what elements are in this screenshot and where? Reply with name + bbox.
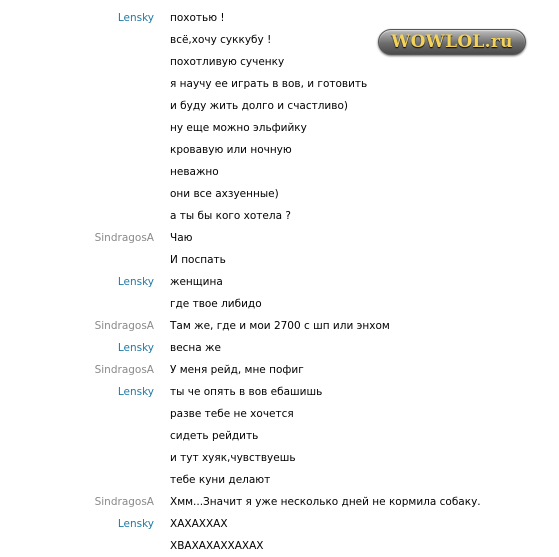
message-text: они все ахзуенные) bbox=[170, 188, 279, 200]
chat-message-row bbox=[0, 491, 480, 513]
message-text: неважно bbox=[170, 166, 219, 178]
message-text: У меня рейд, мне пофиг bbox=[170, 364, 304, 376]
message-sender: SindragosA bbox=[94, 320, 154, 332]
message-text: похотливую сученку bbox=[170, 56, 285, 68]
message-text: весна же bbox=[170, 342, 221, 354]
chat-message-row bbox=[0, 337, 480, 359]
message-text: и тут хуяк,чувствуешь bbox=[170, 452, 296, 464]
chat-message-row bbox=[0, 7, 480, 29]
message-text: женщина bbox=[170, 276, 223, 288]
message-text: И поспать bbox=[170, 254, 226, 266]
message-sender: Lensky bbox=[117, 12, 154, 24]
message-text: Хмм...Значит я уже несколько дней не кормила собаку. bbox=[170, 496, 481, 508]
message-sender: Lensky bbox=[117, 276, 154, 288]
chat-message-row bbox=[0, 95, 480, 117]
message-text: тебе куни делают bbox=[170, 474, 271, 486]
message-sender: SindragosA bbox=[94, 496, 154, 508]
message-sender: SindragosA bbox=[94, 364, 154, 376]
message-sender: Lensky bbox=[117, 518, 154, 530]
chat-message-row bbox=[0, 381, 480, 403]
message-text: ХВАХАХАХХАХАХ bbox=[170, 540, 264, 552]
message-text: всё,хочу суккубу ! bbox=[170, 34, 272, 46]
message-text: и буду жить долго и счастливо) bbox=[170, 100, 348, 112]
chat-message-row bbox=[0, 183, 480, 205]
message-text: ты че опять в вов ебашишь bbox=[170, 386, 323, 398]
chat-message-row bbox=[0, 469, 480, 491]
chat-message-row bbox=[0, 73, 480, 95]
message-text: ХАХАХХАХ bbox=[170, 518, 228, 530]
message-text: я научу ее играть в вов, и готовить bbox=[170, 78, 368, 90]
chat-message-row bbox=[0, 359, 480, 381]
message-text: ну еще можно эльфийку bbox=[170, 122, 307, 134]
message-text: похотью ! bbox=[170, 12, 225, 24]
chat-message-row bbox=[0, 205, 480, 227]
clipped-message-fragment bbox=[170, 0, 180, 6]
message-text: Чаю bbox=[170, 232, 193, 244]
message-text: а ты бы кого хотела ? bbox=[170, 210, 291, 222]
chat-message-row bbox=[0, 425, 480, 447]
message-text: Там же, где и мои 2700 с шп или энхом bbox=[170, 320, 390, 332]
chat-message-row bbox=[0, 227, 480, 249]
wowlol-watermark-logo: WOWLOL.ru bbox=[378, 29, 526, 55]
chat-message-row bbox=[0, 161, 480, 183]
message-text: сидеть рейдить bbox=[170, 430, 259, 442]
message-text: кровавую или ночную bbox=[170, 144, 292, 156]
chat-message-row bbox=[0, 315, 480, 337]
message-sender: Lensky bbox=[117, 342, 154, 354]
chat-message-row bbox=[0, 139, 480, 161]
message-text: разве тебе не хочется bbox=[170, 408, 294, 420]
chat-message-row bbox=[0, 403, 480, 425]
chat-message-row bbox=[0, 117, 480, 139]
chat-message-row bbox=[0, 249, 480, 271]
message-text: где твое либидо bbox=[170, 298, 262, 310]
message-sender: SindragosA bbox=[94, 232, 154, 244]
chat-message-row bbox=[0, 447, 480, 469]
chat-message-row bbox=[0, 271, 480, 293]
chat-message-row bbox=[0, 513, 480, 535]
chat-message-row bbox=[0, 293, 480, 315]
message-sender: Lensky bbox=[117, 386, 154, 398]
